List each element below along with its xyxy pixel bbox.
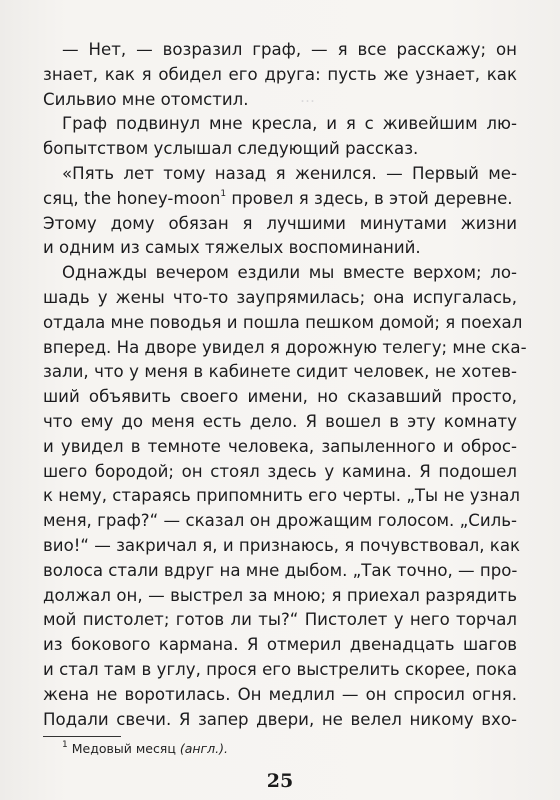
text-line: «Пять лет тому назад я женился. — Первый ме- [62,164,517,183]
footnote [62,740,228,758]
footnote-language: (англ.). [179,741,228,757]
footnote-text: Медовый месяц [71,741,176,757]
text-line: из бокового кармана. Я отмерил двенадцать шагов [43,635,517,655]
footnote-divider [43,736,121,737]
text-line [43,187,517,211]
text-line: Подали свечи. Я запер двери, не велел никому вхо- [43,709,517,729]
footnote-reference: 1 [220,189,227,200]
text-fragment: сяц, the honey-moon [43,188,221,208]
text-line: меня, граф?“ — сказал он дрожащим голосом. „Силь- [43,511,517,531]
text-line: Граф подвинул мне кресла, и я с живейшим лю- [62,114,517,134]
text-line: что ему до меня есть дело. Я вошел в эту комнату [43,412,517,431]
text-line: вио!“ — закричал я, и признаюсь, я почувствовал, как [43,536,521,555]
text-line: знает, как я обидел его друга: пусть же узнает, как [43,64,517,84]
text-line: жена не воротилась. Он медлил — он спросил огня. [43,684,517,704]
text-line: Однажды вечером ездили мы вместе верхом; ло- [62,263,517,283]
text-line: волоса стали вдруг на мне дыбом. „Так точно, — про- [43,560,518,580]
text-line: к нему, стараясь припомнить его черты. „Ты не узнал [43,486,521,506]
text-line: зали, что у меня в кабинете сидит человек, не хотев- [43,362,517,382]
text-line: и стал там в углу, прося его выстрелить скорее, пока [43,660,517,679]
text-line: должал он, — выстрел за мною; я приехал разрядить [43,585,517,605]
bleed-through-text: … [300,88,315,106]
footnote-marker: 1 [62,740,68,751]
page-number: 25 [266,770,294,792]
text-line: бопытством услышал следующий рассказ. [43,139,419,159]
text-line: и одним из самых тяжелых воспоминаний. [43,238,421,258]
text-fragment: провел я здесь, в этой деревне. [231,188,513,208]
text-line: — Нет, — возразил граф, — я все расскажу; он [62,40,517,59]
text-line: и увидел в темноте человека, запыленного и оброс- [43,436,517,456]
text-line: мой пистолет; готов ли ты?“ Пистолет у него торчал [43,610,517,630]
text-line: шадь у жены что-то заупрямилась; она испугалась, [43,288,517,307]
text-line: Этому дому обязан я лучшими минутами жизни [43,213,517,233]
text-line: ший объявить своего имени, но сказавший просто, [43,387,517,407]
text-line: вперед. На дворе увидел я дорожную телегу; мне ска- [43,337,527,357]
text-line: Сильвио мне отомстил. [43,89,249,109]
text-line: отдала мне поводья и пошла пешком домой; я поехал [43,312,523,332]
text-line: шего бородой; он стоял здесь у камина. Я подошел [43,461,517,481]
